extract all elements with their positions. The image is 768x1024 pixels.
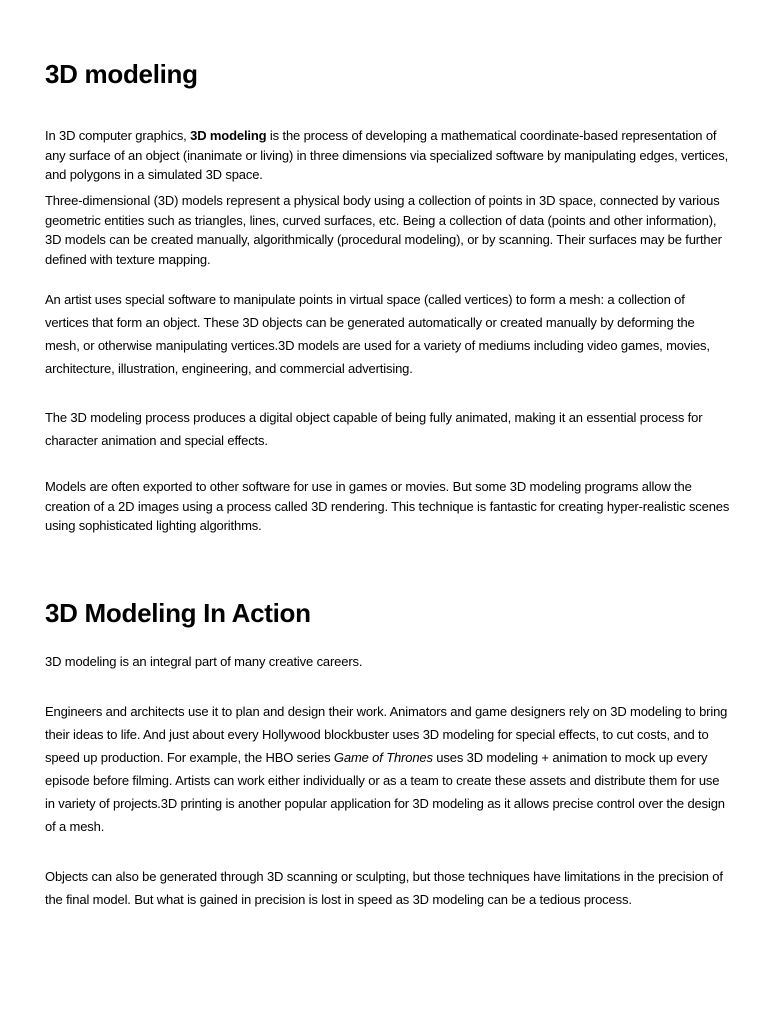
paragraph-intro <box>45 126 731 185</box>
paragraph-rendering: Models are often exported to other software for use in games or movies. But some 3D modeling programs allow the creation of a 2D images using a process called 3D rendering. This technique is fantastic for creating hyper-realistic scenes using sophisticated lighting algorithms. <box>45 479 730 533</box>
intro-bold-term: 3D modeling <box>190 128 267 143</box>
paragraph-creative-careers: 3D modeling is an integral part of many creative careers. <box>45 654 363 669</box>
engineers-text-end: uses 3D modeling + animation to mock up every episode before filming. Artists can work either individually or as a team to create these assets and distribute them for use in variety of projects.3D printing is another popular application for 3D modeling as it allows precise control over the design of a mesh. <box>45 750 725 834</box>
show-title-italic: Game of Thrones <box>333 750 433 765</box>
paragraph-scanning-sculpting: Objects can also be generated through 3D scanning or sculpting, but those techniques have limitations in the precision of the final model. But what is gained in precision is lost in speed as 3D modeling can be a tedious process. <box>45 869 723 907</box>
paragraph-animation: The 3D modeling process produces a digital object capable of being fully animated, making it an essential process for character animation and special effects. <box>45 410 703 448</box>
paragraph-artist-vertices: An artist uses special software to manipulate points in virtual space (called vertices) to form a mesh: a collection of vertices that form an object. These 3D objects can be generated automatically or created manually by deforming the mesh, or otherwise manipulating vertices.3D models are used for a variety of mediums including video games, movies, architecture, illustration, engineering, and commercial advertising. <box>45 292 710 376</box>
section-title-3d-modeling: 3D modeling <box>45 59 198 89</box>
section-title-3d-modeling-in-action: 3D Modeling In Action <box>45 598 311 628</box>
intro-text-end: is the process of developing a mathematical coordinate-based representation of any surface of an object (inanimate or living) in three dimensions via specialized software by manipulating edges, vertices, and polygons in a simulated 3D space. <box>45 128 729 182</box>
paragraph-3d-models: Three-dimensional (3D) models represent a physical body using a collection of points in 3D space, connected by various geometric entities such as triangles, lines, curved surfaces, etc. Being a collection of data (points and other information), 3D models can be created manually, algorithmically (procedural modeling), or by scanning. Their surfaces may be further defined with texture mapping. <box>45 193 722 267</box>
engineers-text-start: Engineers and architects use it to plan and design their work. Animators and game designers rely on 3D modeling to bring their ideas to life. And just about every Hollywood blockbuster uses 3D modeling for special effects, to cut costs, and to speed up production. For example, the HBO series <box>45 704 728 765</box>
paragraph-engineers-architects <box>45 700 731 838</box>
intro-text-start: In 3D computer graphics, <box>45 128 191 143</box>
